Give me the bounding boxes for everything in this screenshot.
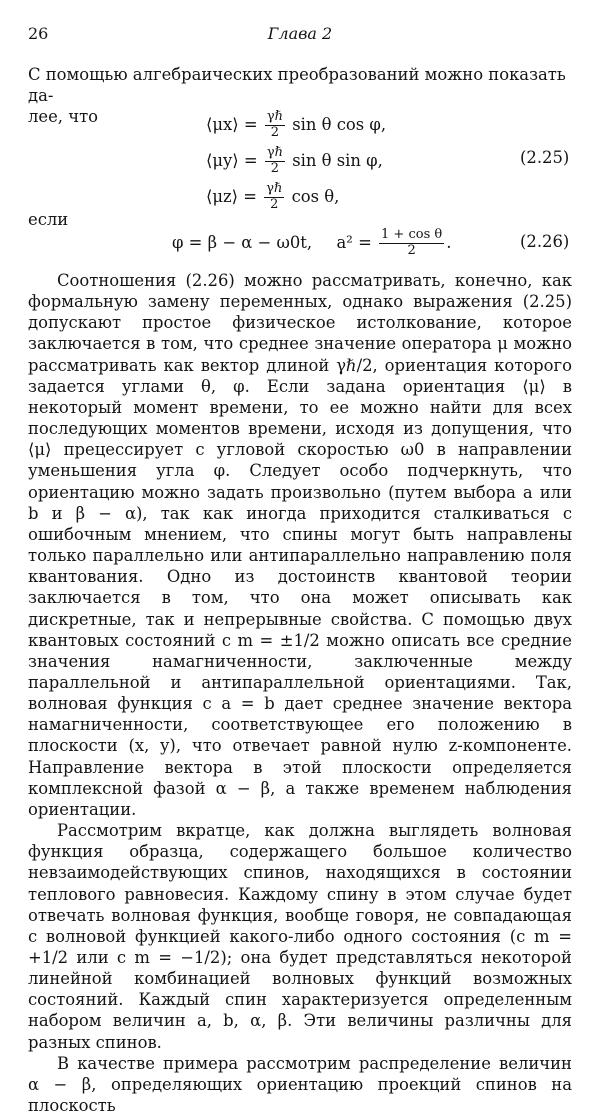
chapter-title: Глава 2 (267, 24, 333, 43)
page-header (28, 24, 572, 46)
paragraph-3: В качестве примера рассмотрим распределение величин α − β, определяющих ориентацию проекций спинов на плоскость (28, 1053, 572, 1116)
equation-number-226: (2.26) (520, 232, 570, 251)
equation-226: φ = β − α − ω0t, a² = $\frac{\text{1 + cos θ}}{2}$ . (172, 227, 452, 258)
eq-a2-lhs: a² = (336, 232, 372, 252)
eq-rhs: sin θ sin φ, (292, 150, 383, 170)
page-number: 26 (28, 24, 49, 43)
eq-lhs: ⟨μy⟩ (206, 150, 239, 170)
eq-fraction: $\frac{\text{γℏ}}{2}$ (266, 181, 283, 212)
eq-lhs: ⟨μz⟩ (206, 186, 239, 206)
eq-lhs: ⟨μx⟩ (206, 114, 239, 134)
esli-label: если (28, 210, 69, 229)
intro-line-1: С помощью алгебраических преобразований можно показать да- (28, 65, 566, 106)
equation-mu-y: ⟨μy⟩ = $\frac{\text{γℏ}}{2}$ sin θ sin φ, (206, 145, 383, 176)
eq-rhs: sin θ cos φ, (292, 114, 387, 134)
intro-line-2: лее, что (28, 107, 99, 127)
equation-mu-z: ⟨μz⟩ = $\frac{\text{γℏ}}{2}$ cos θ, (206, 181, 340, 212)
paragraph-1: Соотношения (2.26) можно рассматривать, конечно, как формальную замену переменных, однако выражения (2.25) допускают простое физическое истолкование, которое заключается в том, что среднее значение оператора μ можно рассматривать как вектор длиной γℏ/2, ориентация которого задается углами θ, φ. Если задана ориентация ⟨μ⟩ в некоторый момент времени, то ее можно найти для всех последующих моментов времени, исходя из допущения, что ⟨μ⟩ прецессирует с угловой скоростью ω0 в направлении уменьшения угла φ. Следует особо подчеркнуть, что ориентацию можно задать произвольно (путем выбора a или b и β − α), так как иногда приходится сталкиваться с ошибочным мнением, что спины могут быть направлены только параллельно или антипараллельно направлению поля квантования. Одно из достоинств квантовой теории заключается в том, что она может описывать как дискретные, так и непрерывные свойства. С помощью двух квантовых состояний с m = ±1/2 можно описать все средние значения намагниченности, заключенные между параллельной и антипараллельной ориентациями. Так, волновая функция с a = b дает среднее значение вектора намагниченности, соответствующее его положению в плоскости (x, y), что отвечает равной нулю z-компоненте. Направление вектора в этой плоскости определяется комплексной фазой α − β, а также временем наблюдения ориентации. (28, 271, 572, 819)
equation-number-225: (2.25) (520, 148, 570, 167)
paragraph-2: Рассмотрим вкратце, как должна выглядеть волновая функция образца, содержащего большое количество невзаимодействующих спинов, находящихся в состоянии теплового равновесия. Каждому спину в этом случае будет отвечать волновая функция, вообще говоря, не совпадающая с волновой функцией какого-либо одного состояния (с m = +1/2 или с m = −1/2); она будет представляться некоторой линейной комбинацией волновых функций возможных состояний. Каждый спин характеризуется определенным набором величин a, b, α, β. Эти величины различны для разных спинов. (28, 821, 572, 1052)
equation-mu-x: ⟨μx⟩ = $\frac{\text{γℏ}}{2}$ sin θ cos φ, (206, 109, 387, 140)
eq-fraction: $\frac{\text{γℏ}}{2}$ (266, 109, 283, 140)
body-text (28, 270, 572, 1116)
eq-fraction: $\frac{\text{γℏ}}{2}$ (266, 145, 284, 176)
eq-phi: φ = β − α − ω0t, (172, 232, 313, 252)
eq-a2-fraction: $\frac{\text{1 + cos θ}}{2}$ (381, 227, 443, 258)
eq-rhs: cos θ, (291, 186, 340, 206)
